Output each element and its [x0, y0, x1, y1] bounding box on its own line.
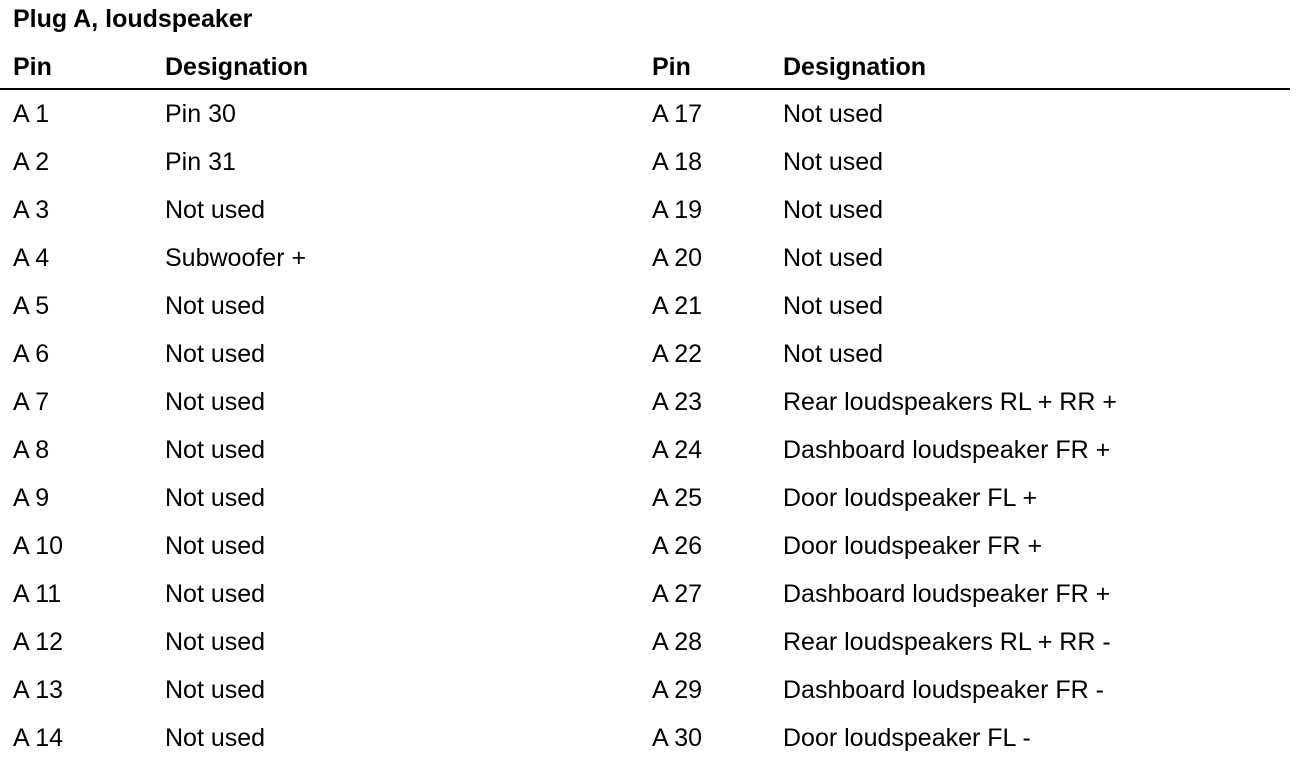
pin-right-cell: A 22	[652, 340, 703, 368]
header-divider	[0, 88, 1290, 90]
designation-left-cell: Not used	[165, 340, 266, 368]
designation-left-cell: Pin 30	[165, 100, 236, 128]
pin-left-cell: A 9	[13, 484, 50, 512]
pin-left-cell: A 1	[13, 100, 50, 128]
table-row	[0, 572, 1312, 620]
table-row	[0, 188, 1312, 236]
header-pin-left: Pin	[13, 53, 52, 81]
table-body	[0, 92, 1312, 764]
designation-left-cell: Not used	[165, 388, 266, 416]
header-pin-right: Pin	[652, 53, 691, 81]
pin-left-cell: A 6	[13, 340, 50, 368]
table-row	[0, 236, 1312, 284]
designation-left-cell: Not used	[165, 196, 266, 224]
designation-left-cell: Not used	[165, 292, 266, 320]
designation-left-cell: Pin 31	[165, 148, 236, 176]
designation-left-cell: Subwoofer +	[165, 244, 307, 272]
pin-left-cell: A 7	[13, 388, 50, 416]
table-row	[0, 524, 1312, 572]
designation-right-cell: Not used	[783, 244, 884, 272]
designation-right-cell: Dashboard loudspeaker FR -	[783, 676, 1104, 704]
pin-right-cell: A 25	[652, 484, 703, 512]
pin-right-cell: A 21	[652, 292, 703, 320]
pin-left-cell: A 5	[13, 292, 50, 320]
pin-left-cell: A 11	[13, 580, 62, 608]
designation-right-cell: Door loudspeaker FL -	[783, 724, 1031, 752]
pin-right-cell: A 23	[652, 388, 703, 416]
pin-right-cell: A 18	[652, 148, 703, 176]
designation-left-cell: Not used	[165, 724, 266, 752]
table-row	[0, 476, 1312, 524]
table-header	[0, 48, 1312, 88]
designation-right-cell: Not used	[783, 292, 884, 320]
designation-right-cell: Dashboard loudspeaker FR +	[783, 436, 1111, 464]
pin-right-cell: A 20	[652, 244, 703, 272]
designation-left-cell: Not used	[165, 676, 266, 704]
pin-left-cell: A 14	[13, 724, 64, 752]
pin-left-cell: A 2	[13, 148, 50, 176]
table-row	[0, 332, 1312, 380]
designation-right-cell: Not used	[783, 340, 884, 368]
table-row	[0, 620, 1312, 668]
pin-left-cell: A 13	[13, 676, 64, 704]
table-title: Plug A, loudspeaker	[13, 5, 253, 33]
pin-right-cell: A 27	[652, 580, 703, 608]
pin-right-cell: A 30	[652, 724, 703, 752]
designation-left-cell: Not used	[165, 532, 266, 560]
pin-right-cell: A 24	[652, 436, 703, 464]
pin-left-cell: A 10	[13, 532, 64, 560]
table-row	[0, 668, 1312, 716]
pin-left-cell: A 4	[13, 244, 50, 272]
header-designation-left: Designation	[165, 53, 309, 81]
designation-left-cell: Not used	[165, 580, 266, 608]
designation-right-cell: Door loudspeaker FL +	[783, 484, 1038, 512]
designation-right-cell: Rear loudspeakers RL + RR +	[783, 388, 1117, 416]
designation-right-cell: Not used	[783, 148, 884, 176]
pin-left-cell: A 12	[13, 628, 64, 656]
table-row	[0, 92, 1312, 140]
table-row	[0, 716, 1312, 764]
pin-left-cell: A 8	[13, 436, 50, 464]
designation-right-cell: Not used	[783, 196, 884, 224]
pin-right-cell: A 19	[652, 196, 703, 224]
pin-right-cell: A 28	[652, 628, 703, 656]
pin-right-cell: A 17	[652, 100, 703, 128]
table-row	[0, 284, 1312, 332]
designation-right-cell: Dashboard loudspeaker FR +	[783, 580, 1111, 608]
designation-right-cell: Not used	[783, 100, 884, 128]
table-row	[0, 140, 1312, 188]
designation-left-cell: Not used	[165, 436, 266, 464]
table-row	[0, 380, 1312, 428]
designation-left-cell: Not used	[165, 484, 266, 512]
table-row	[0, 428, 1312, 476]
header-designation-right: Designation	[783, 53, 927, 81]
pin-right-cell: A 26	[652, 532, 703, 560]
pin-right-cell: A 29	[652, 676, 703, 704]
pin-left-cell: A 3	[13, 196, 50, 224]
designation-right-cell: Rear loudspeakers RL + RR -	[783, 628, 1111, 656]
designation-right-cell: Door loudspeaker FR +	[783, 532, 1043, 560]
designation-left-cell: Not used	[165, 628, 266, 656]
